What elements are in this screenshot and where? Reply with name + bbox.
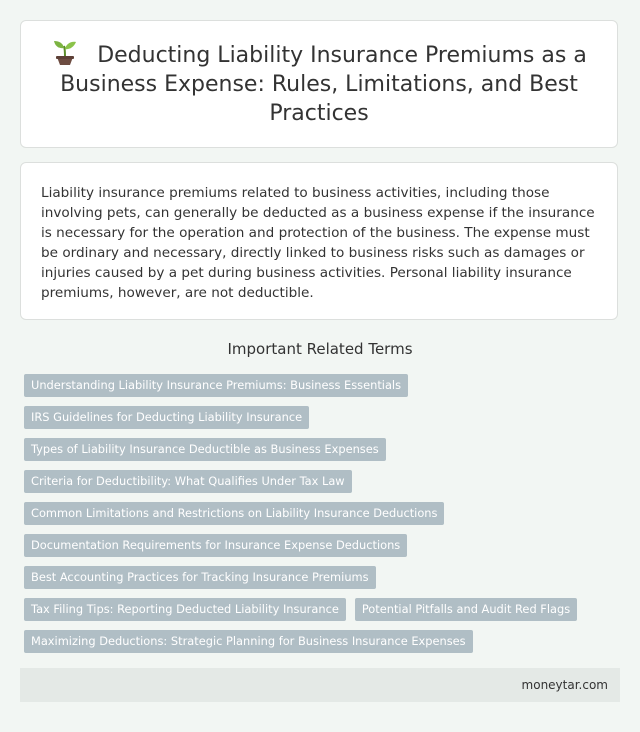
page-title: [51, 40, 587, 128]
related-term-tag[interactable]: Understanding Liability Insurance Premiums: Business Essentials: [24, 374, 408, 397]
title-card: [20, 20, 618, 148]
related-term-tag[interactable]: Potential Pitfalls and Audit Red Flags: [355, 598, 577, 621]
related-term-tag[interactable]: Criteria for Deductibility: What Qualifies Under Tax Law: [24, 470, 352, 493]
related-term-tag[interactable]: IRS Guidelines for Deducting Liability Insurance: [24, 406, 309, 429]
related-term-tag[interactable]: Tax Filing Tips: Reporting Deducted Liability Insurance: [24, 598, 346, 621]
related-term-tag[interactable]: Maximizing Deductions: Strategic Planning for Business Insurance Expenses: [24, 630, 473, 653]
footer-site-link[interactable]: moneytar.com: [521, 678, 608, 692]
intro-card: [20, 162, 618, 320]
related-term-tag[interactable]: Documentation Requirements for Insurance Expense Deductions: [24, 534, 407, 557]
seedling-icon: [51, 40, 79, 66]
related-terms-list: [24, 374, 620, 653]
related-term-tag[interactable]: Best Accounting Practices for Tracking Insurance Premiums: [24, 566, 376, 589]
related-term-tag[interactable]: Types of Liability Insurance Deductible as Business Expenses: [24, 438, 386, 461]
related-terms-heading: Important Related Terms: [227, 340, 413, 358]
page-title-text: Deducting Liability Insurance Premiums as a Business Expense: Rules, Limitations, and Best Practices: [60, 43, 587, 126]
related-term-tag[interactable]: Common Limitations and Restrictions on Liability Insurance Deductions: [24, 502, 444, 525]
intro-paragraph: Liability insurance premiums related to business activities, including those involving pets, can generally be deducted as a business expense if the insurance is necessary for the operation and protection of the business. The expense must be ordinary and necessary, directly linked to business risks such as damages or injuries caused by a pet during business activities. Personal liability insurance premiums, however, are not deductible.: [41, 185, 595, 301]
footer: [20, 668, 620, 702]
